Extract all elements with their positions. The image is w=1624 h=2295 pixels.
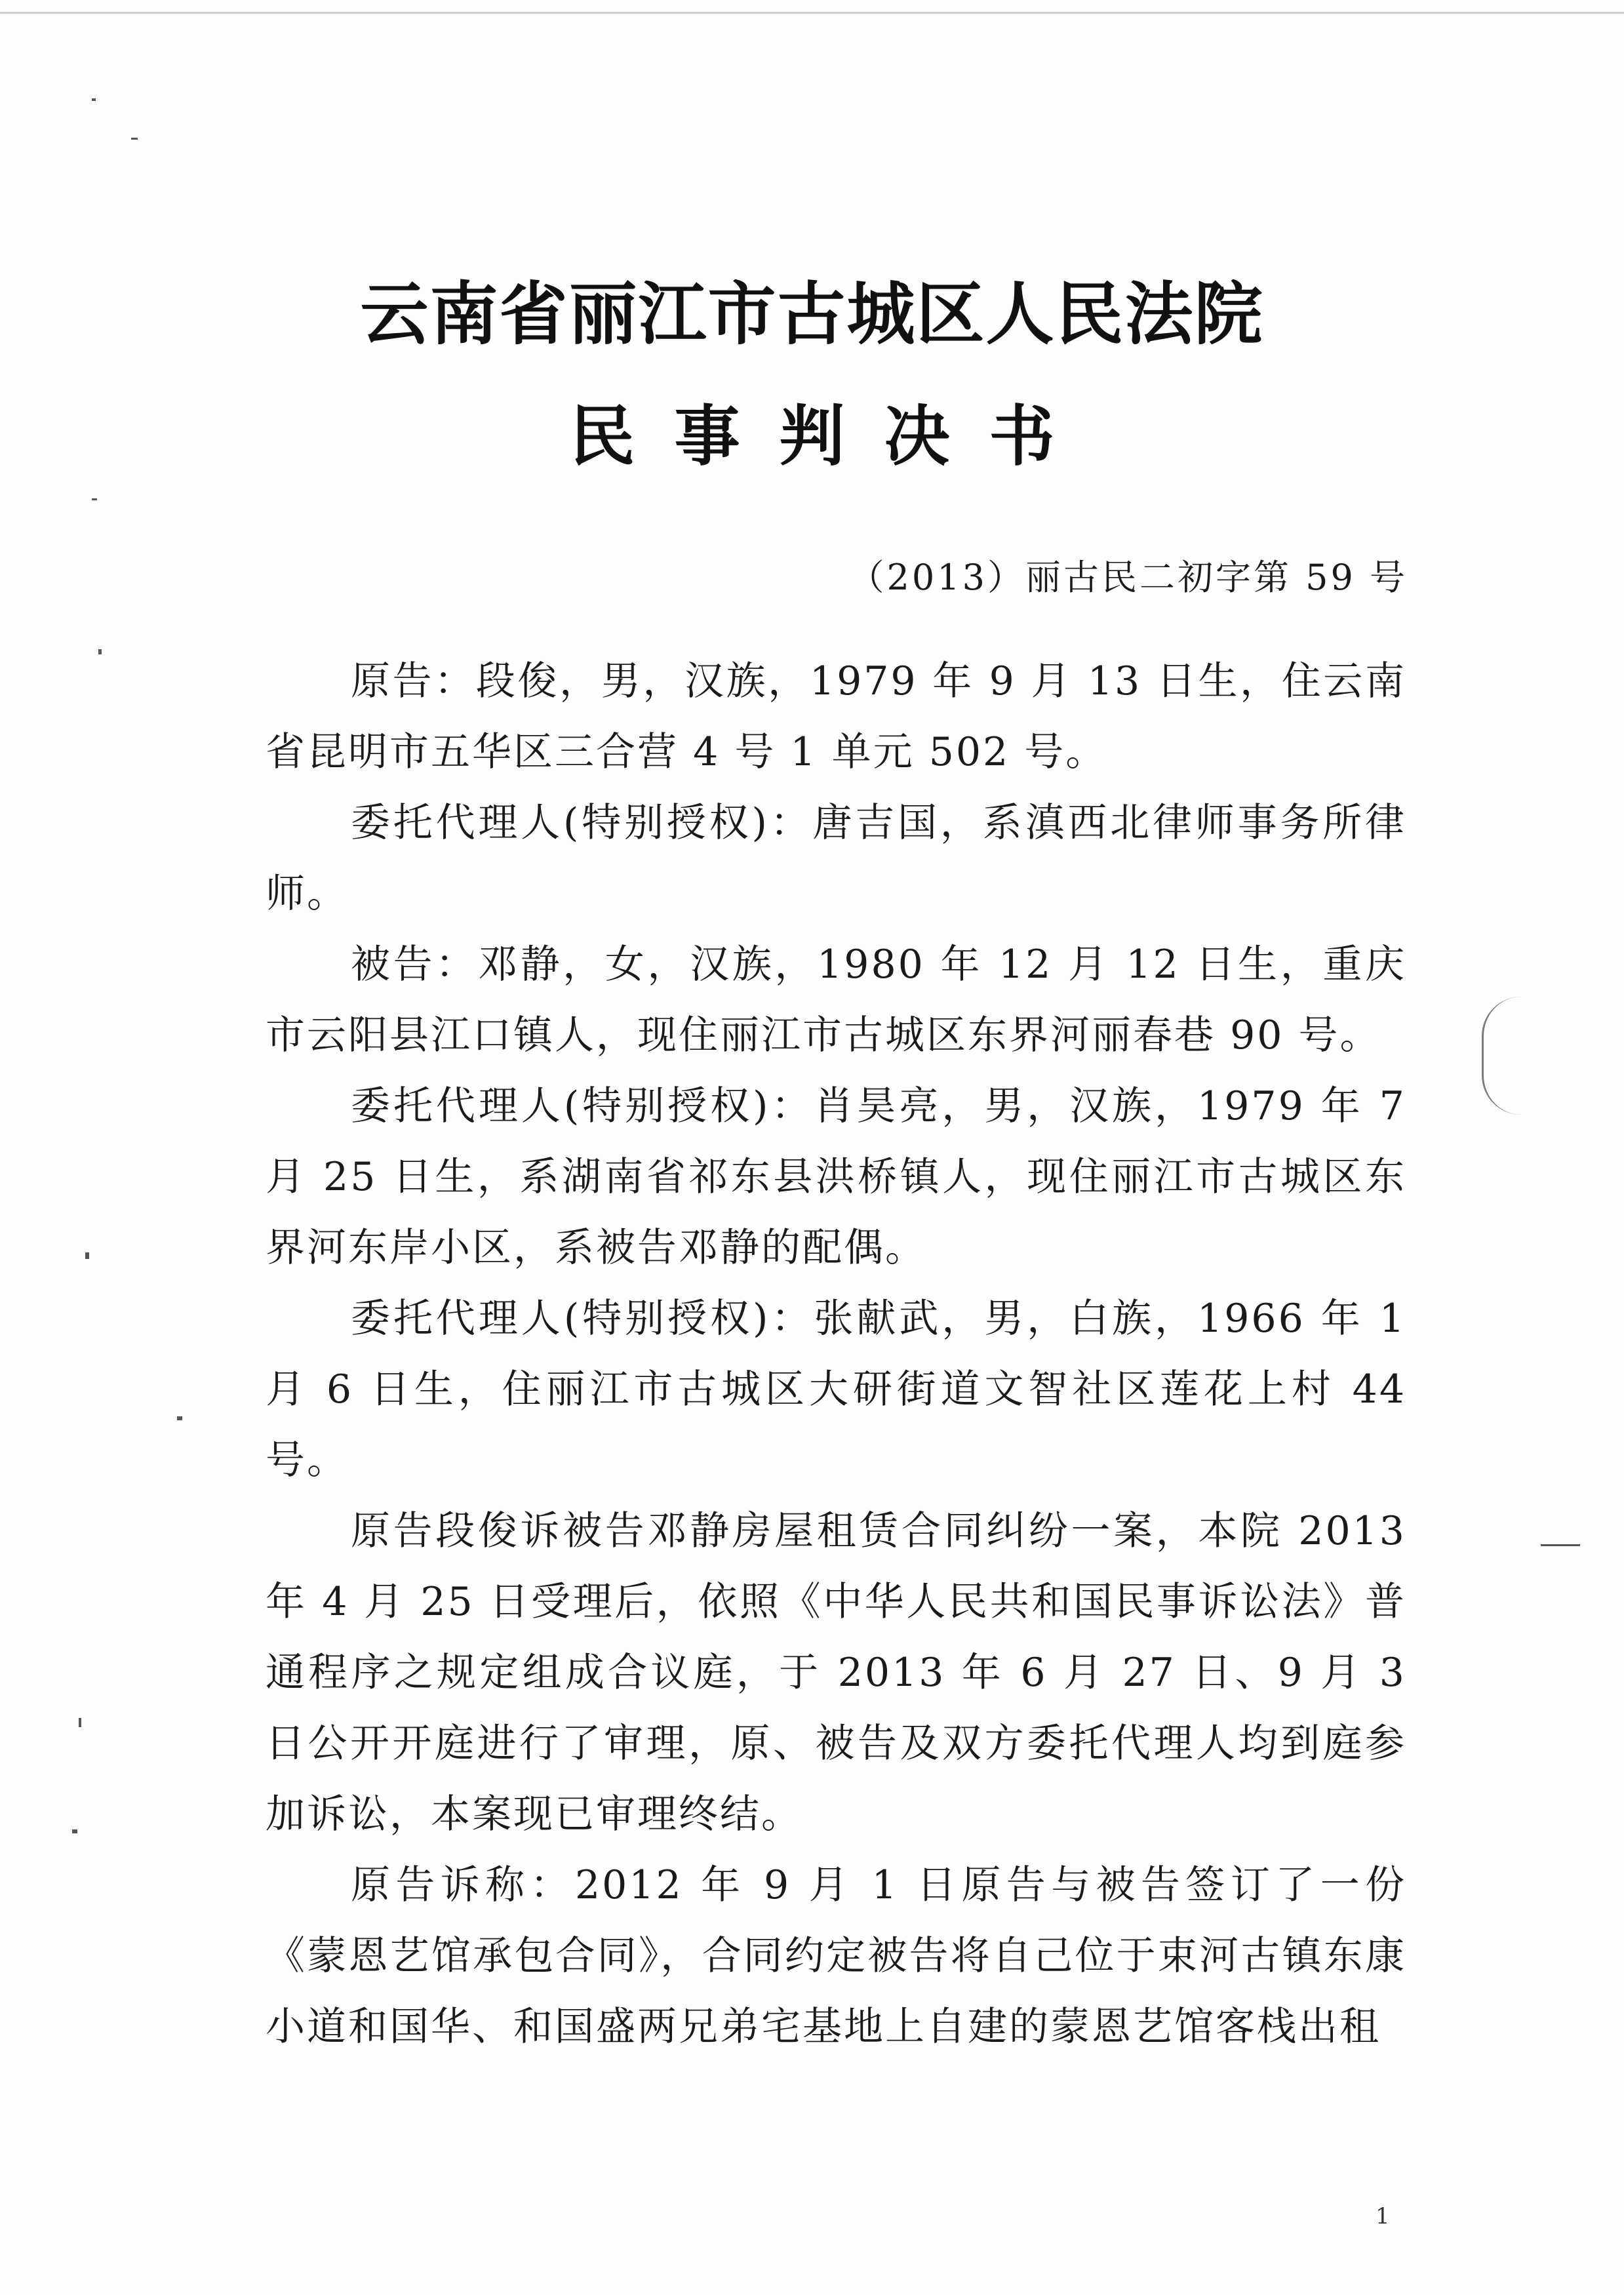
scan-speck [85, 1252, 89, 1259]
judgment-body [266, 646, 1406, 2062]
scan-speck [72, 1829, 77, 1833]
paragraph-defendant-agent-2: 委托代理人(特别授权)：张献武，男，白族，1966 年 1 月 6 日生，住丽江市古城区大研街道文智社区莲花上村 44 号。 [266, 1296, 1406, 1483]
document-type-heading: 民事判决书 [569, 398, 1094, 475]
scan-speck [92, 98, 96, 101]
page-number: 1 [1376, 2203, 1390, 2229]
scan-speck [79, 1718, 81, 1727]
scan-speck [131, 138, 138, 140]
scan-bracket-mark [1482, 997, 1543, 1115]
scan-edge-line [0, 12, 1624, 14]
paragraph-defendant-agent-1: 委托代理人(特别授权)：肖昊亮，男，汉族，1979 年 7 月 25 日生，系湖南省祁东县洪桥镇人，现住丽江市古城区东界河东岸小区，系被告邓静的配偶。 [266, 1083, 1406, 1271]
court-name-heading: 云南省丽江市古城区人民法院 [360, 274, 1264, 354]
scan-edge-dash [1541, 1544, 1580, 1546]
scan-speck [92, 498, 97, 500]
paragraph-defendant: 被告：邓静，女，汉族，1980 年 12 月 12 日生，重庆市云阳县江口镇人，现住丽江市古城区东界河丽春巷 90 号。 [266, 942, 1406, 1058]
paragraph-case-procedure: 原告段俊诉被告邓静房屋租赁合同纠纷一案，本院 2013 年 4 月 25 日受理后，依照《中华人民共和国民事诉讼法》普通程序之规定组成合议庭，于 2013 年 6 月 27 日、9 月 3 日公开开庭进行了审理，原、被告及双方委托代理人均到庭参加诉讼，本案现已审理终结。 [266, 1508, 1406, 1837]
case-number: （2013）丽古民二初字第 59 号 [848, 557, 1408, 598]
paragraph-plaintiff-agent: 委托代理人(特别授权)：唐吉国，系滇西北律师事务所律师。 [266, 800, 1406, 917]
paragraph-plaintiff-claim: 原告诉称：2012 年 9 月 1 日原告与被告签订了一份《蒙恩艺馆承包合同》，合同约定被告将自己位于束河古镇东康小道和国华、和国盛两兄弟宅基地上自建的蒙恩艺馆客栈出租 [266, 1862, 1406, 2050]
paragraph-plaintiff: 原告：段俊，男，汉族，1979 年 9 月 13 日生，住云南省昆明市五华区三合营 4 号 1 单元 502 号。 [266, 658, 1406, 775]
scan-speck [98, 649, 102, 654]
scan-speck [177, 1416, 182, 1420]
